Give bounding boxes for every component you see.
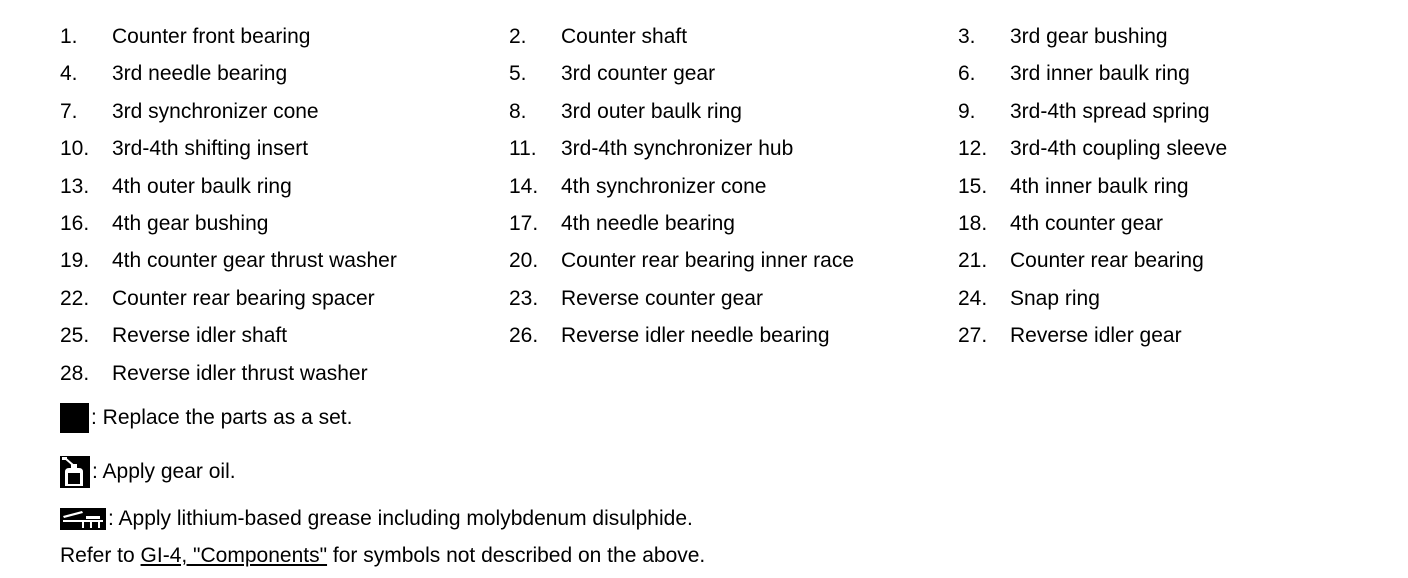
parts-row (60, 134, 1400, 171)
part-name: 3rd-4th coupling sleeve (1010, 137, 1228, 161)
parts-row (60, 172, 1400, 209)
part-name: 4th counter gear (1010, 211, 1163, 235)
part-number: 23. (509, 286, 539, 310)
part-name: 4th needle bearing (561, 211, 735, 235)
oil-can-icon (60, 456, 90, 488)
reference-suffix: for symbols not described on the above. (327, 544, 706, 567)
part-name: Reverse idler gear (1010, 324, 1182, 348)
part-number: 25. (60, 324, 90, 348)
part-item (509, 134, 793, 164)
legend-oil-text: : Apply gear oil. (92, 460, 236, 483)
part-item (60, 22, 310, 52)
part-name: Reverse idler shaft (112, 324, 288, 348)
part-number: 22. (60, 286, 90, 310)
part-name: Counter shaft (561, 25, 688, 48)
part-number: 17. (509, 211, 539, 235)
legend-grease-text: : Apply lithium-based grease including molybdenum disulphide. (108, 507, 693, 530)
part-name: 4th gear bushing (112, 211, 269, 235)
part-item (509, 172, 766, 202)
part-number: 21. (958, 249, 988, 273)
parts-row (60, 284, 1400, 321)
part-number: 10. (60, 137, 90, 161)
legend-grease (60, 504, 693, 534)
part-item (509, 59, 715, 89)
part-number: 24. (958, 286, 988, 310)
part-item (509, 246, 854, 276)
part-number: 2. (509, 25, 527, 48)
part-name: 3rd needle bearing (112, 62, 288, 86)
part-name: Snap ring (1010, 286, 1100, 310)
part-number: 19. (60, 249, 90, 273)
part-number: 13. (60, 174, 90, 198)
part-name: 3rd counter gear (561, 62, 716, 86)
part-item (509, 22, 687, 52)
part-name: 4th inner baulk ring (1010, 174, 1189, 198)
part-item (958, 97, 1210, 127)
part-name: Counter rear bearing spacer (112, 286, 375, 310)
part-number: 3. (958, 25, 976, 48)
part-name: 3rd gear bushing (1010, 25, 1168, 48)
part-name: 3rd-4th shifting insert (112, 137, 309, 161)
part-name: 3rd-4th synchronizer hub (561, 137, 794, 161)
part-number: 11. (509, 137, 537, 161)
part-number: 28. (60, 361, 90, 385)
part-name: Reverse counter gear (561, 286, 763, 310)
part-item (509, 97, 742, 127)
part-number: 14. (509, 174, 539, 198)
part-item (509, 321, 830, 351)
part-name: Counter rear bearing inner race (561, 249, 854, 273)
reference-note (60, 541, 705, 571)
part-item (60, 59, 287, 89)
part-item (958, 321, 1182, 351)
part-number: 20. (509, 249, 539, 273)
reference-prefix: Refer to (60, 544, 141, 567)
part-name: Counter front bearing (112, 25, 311, 48)
parts-row (60, 321, 1400, 358)
part-number: 27. (958, 324, 988, 348)
part-item (60, 97, 319, 127)
part-name: 3rd-4th spread spring (1010, 99, 1210, 123)
part-item (958, 246, 1204, 276)
part-item (509, 284, 763, 314)
black-square-icon (60, 403, 89, 433)
part-name: 3rd outer baulk ring (561, 99, 742, 123)
components-link[interactable]: GI-4, "Components" (140, 544, 328, 567)
part-number: 26. (509, 324, 539, 348)
part-item (60, 359, 368, 389)
legend-oil (60, 456, 236, 488)
part-name: Reverse idler needle bearing (561, 324, 830, 348)
parts-row (60, 359, 1400, 396)
part-number: 15. (958, 174, 988, 198)
part-number: 1. (60, 25, 78, 48)
parts-row (60, 97, 1400, 134)
part-item (958, 134, 1227, 164)
part-number: 4. (60, 62, 78, 86)
part-name: 3rd synchronizer cone (112, 99, 319, 123)
legend-set-text: : Replace the parts as a set. (91, 406, 353, 429)
parts-row (60, 246, 1400, 283)
part-item (60, 172, 292, 202)
part-number: 12. (958, 137, 988, 161)
part-number: 18. (958, 211, 988, 235)
parts-row (60, 59, 1400, 96)
part-item (958, 172, 1189, 202)
parts-row (60, 22, 1400, 59)
part-name: 4th synchronizer cone (561, 174, 767, 198)
part-item (60, 209, 268, 239)
parts-row (60, 209, 1400, 246)
part-item (958, 209, 1163, 239)
part-name: Counter rear bearing (1010, 249, 1204, 273)
part-item (60, 321, 287, 351)
part-item (958, 284, 1100, 314)
grease-gun-icon (60, 508, 106, 530)
part-number: 8. (509, 99, 527, 123)
part-number: 7. (60, 99, 78, 123)
part-item (60, 134, 308, 164)
part-item (60, 246, 397, 276)
part-name: 4th outer baulk ring (112, 174, 292, 198)
part-name: Reverse idler thrust washer (112, 361, 368, 385)
legend-set (60, 403, 352, 433)
part-item (60, 284, 375, 314)
part-name: 4th counter gear thrust washer (112, 249, 397, 273)
part-number: 9. (958, 99, 976, 123)
part-item (958, 22, 1168, 52)
part-item (509, 209, 735, 239)
part-number: 6. (958, 62, 976, 86)
part-number: 5. (509, 62, 527, 86)
part-name: 3rd inner baulk ring (1010, 62, 1190, 86)
parts-list (60, 22, 1400, 396)
part-item (958, 59, 1190, 89)
part-number: 16. (60, 211, 90, 235)
